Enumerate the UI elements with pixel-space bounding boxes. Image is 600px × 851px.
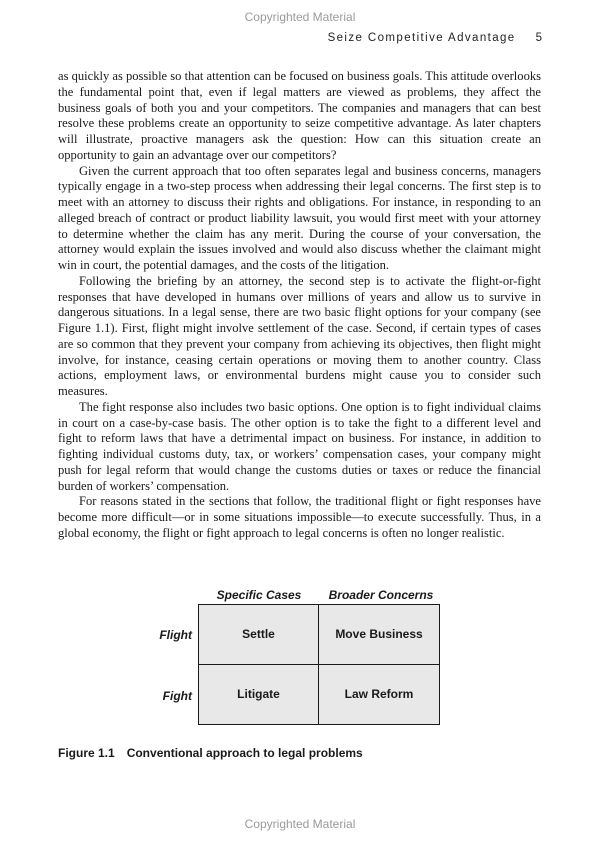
cell-settle: Settle bbox=[199, 605, 319, 665]
figure-caption-number: Figure 1.1 bbox=[58, 746, 115, 760]
running-header bbox=[328, 32, 542, 44]
paragraph-5: For reasons stated in the sections that follow, the traditional flight or fight responses have become more difficult—or in some situations impossible—to execute successfully. Thus, in a global economy, the flight or fight approach to legal concerns is often no longer realistic. bbox=[58, 494, 541, 540]
paragraph-2: Given the current approach that too often separates legal and business concerns, managers typically engage in a two-step process when addressing their legal concerns. The first step is to meet with an attorney to discuss their rights and obligations. For instance, in responding to an alleged breach of contract or product liability lawsuit, you would first meet with your attorney to determine whether the claim has any merit. During the course of your conversation, the attorney would explain the issues involved and would also discuss whether the claimant might win in court, the potential damages, and the costs of the litigation. bbox=[58, 163, 541, 272]
paragraph-4: The fight response also includes two basic options. One option is to fight individual claims in court on a case-by-case basis. The other option is to take the fight to a different level and fight to reform laws that have a detrimental impact on business. For instance, in addition to fighting individual customs duty, tax, or workers’ compensation cases, your company might push for legal reform that would change the customs duties or taxes or reduce the financial burden of workers’ compensation. bbox=[58, 399, 541, 493]
figure-caption bbox=[58, 746, 363, 760]
row-header-flight: Flight bbox=[159, 628, 192, 642]
column-header-broader-concerns: Broader Concerns bbox=[328, 588, 434, 602]
watermark-top: Copyrighted Material bbox=[244, 10, 356, 24]
running-title: Seize Competitive Advantage bbox=[327, 32, 516, 44]
cell-litigate: Litigate bbox=[199, 665, 319, 725]
cell-move-business: Move Business bbox=[319, 605, 439, 665]
page-number: 5 bbox=[535, 32, 542, 44]
watermark-bottom: Copyrighted Material bbox=[244, 817, 356, 831]
figure-caption-text: Conventional approach to legal problems bbox=[126, 746, 363, 760]
column-header-specific-cases: Specific Cases bbox=[216, 588, 302, 602]
figure-matrix bbox=[130, 585, 460, 730]
row-header-fight: Fight bbox=[162, 689, 192, 703]
paragraph-3: Following the briefing by an attorney, the second step is to activate the flight-or-fight responses that have developed in humans over millions of years and allow us to survive in dangerous situations. In a legal sense, there are two basic flight options for your company (see Figure 1.1). First, flight might involve settlement of the case. Second, if certain types of cases are so common that they prevent your company from achieving its objectives, then flight might involve, for instance, ceasing certain operations or moving them to another country. Class actions, employment laws, or environmental burdens might cause you to consider such measures. bbox=[58, 273, 541, 398]
body-text bbox=[58, 69, 541, 542]
cell-law-reform: Law Reform bbox=[319, 665, 439, 725]
matrix-grid bbox=[198, 604, 440, 725]
paragraph-1: as quickly as possible so that attention can be focused on business goals. This attitude overlooks the fundamental point that, even if legal matters are viewed as problems, they affect the business goals of both you and your competitors. The companies and managers that can best resolve these problems create an opportunity to seize competitive advantage. As later chapters will illustrate, proactive managers ask the question: How can this situation create an opportunity to gain an advantage over our competitors? bbox=[58, 69, 541, 162]
